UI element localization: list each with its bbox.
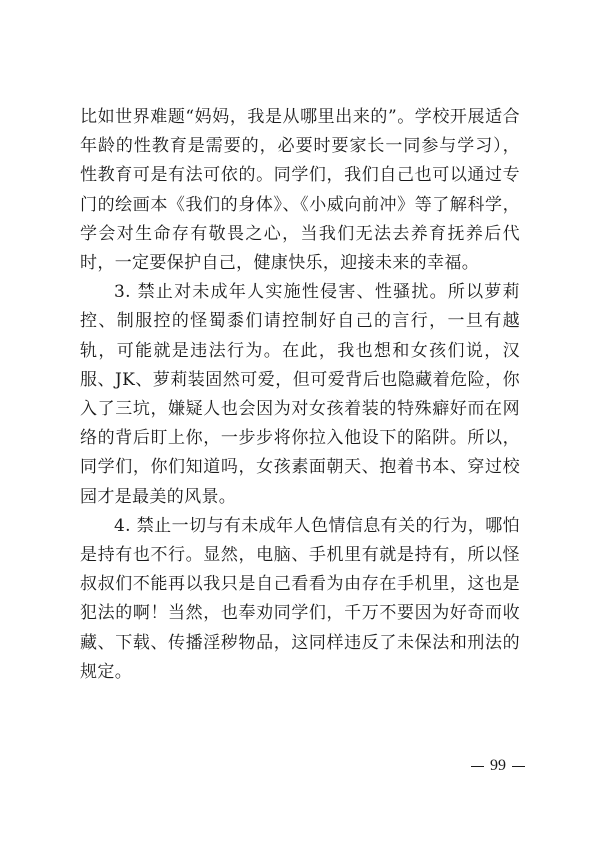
body-text [80,103,520,687]
right-dash-decoration [512,766,525,767]
paragraph-item-4-prohibit-pornographic-content: 4. 禁止一切与有未成年人色情信息有关的行为，哪怕是持有也不行。显然，电脑、手机里有就是持有，所以怪叔叔们不能再以我只是自己看看为由存在手机里，这也是犯法的啊！当然，也奉劝同学们，千万不要因为好奇而收藏、下载、传播淫秽物品，这同样违反了未保法和刑法的规定。 [80,515,520,682]
page-number: 99 [490,757,506,774]
paragraph-item-3-prohibit-sexual-assault: 3. 禁止对未成年人实施性侵害、性骚扰。所以萝莉控、制服控的怪蜀黍们请控制好自己的言行，一旦有越轨，可能就是违法行为。在此，我也想和女孩们说，汉服、JK、萝莉装固然可爱，但可爱背后也隐藏着危险，你入了三坑，嫌疑人也会因为对女孩着装的特殊癖好而在网络的背后盯上你，一步步将你拉入他设下的陷阱。所以，同学们，你们知道吗，女孩素面朝天、抱着书本、穿过校园才是最美的风景。 [80,282,520,507]
paragraph-continued-sex-education: 比如世界难题“妈妈，我是从哪里出来的”。学校开展适合年龄的性教育是需要的，必要时要家长一同参与学习），性教育可是有法可依的。同学们，我们自己也可以通过专门的绘画本《我们的身体》、《小威向前冲》等了解科学，学会对生命存有敬畏之心，当我们无法去养育抚养后代时，一定要保护自己，健康快乐，迎接未来的幸福。 [80,107,520,274]
left-dash-decoration [471,766,484,767]
page-number-footer [469,756,527,776]
